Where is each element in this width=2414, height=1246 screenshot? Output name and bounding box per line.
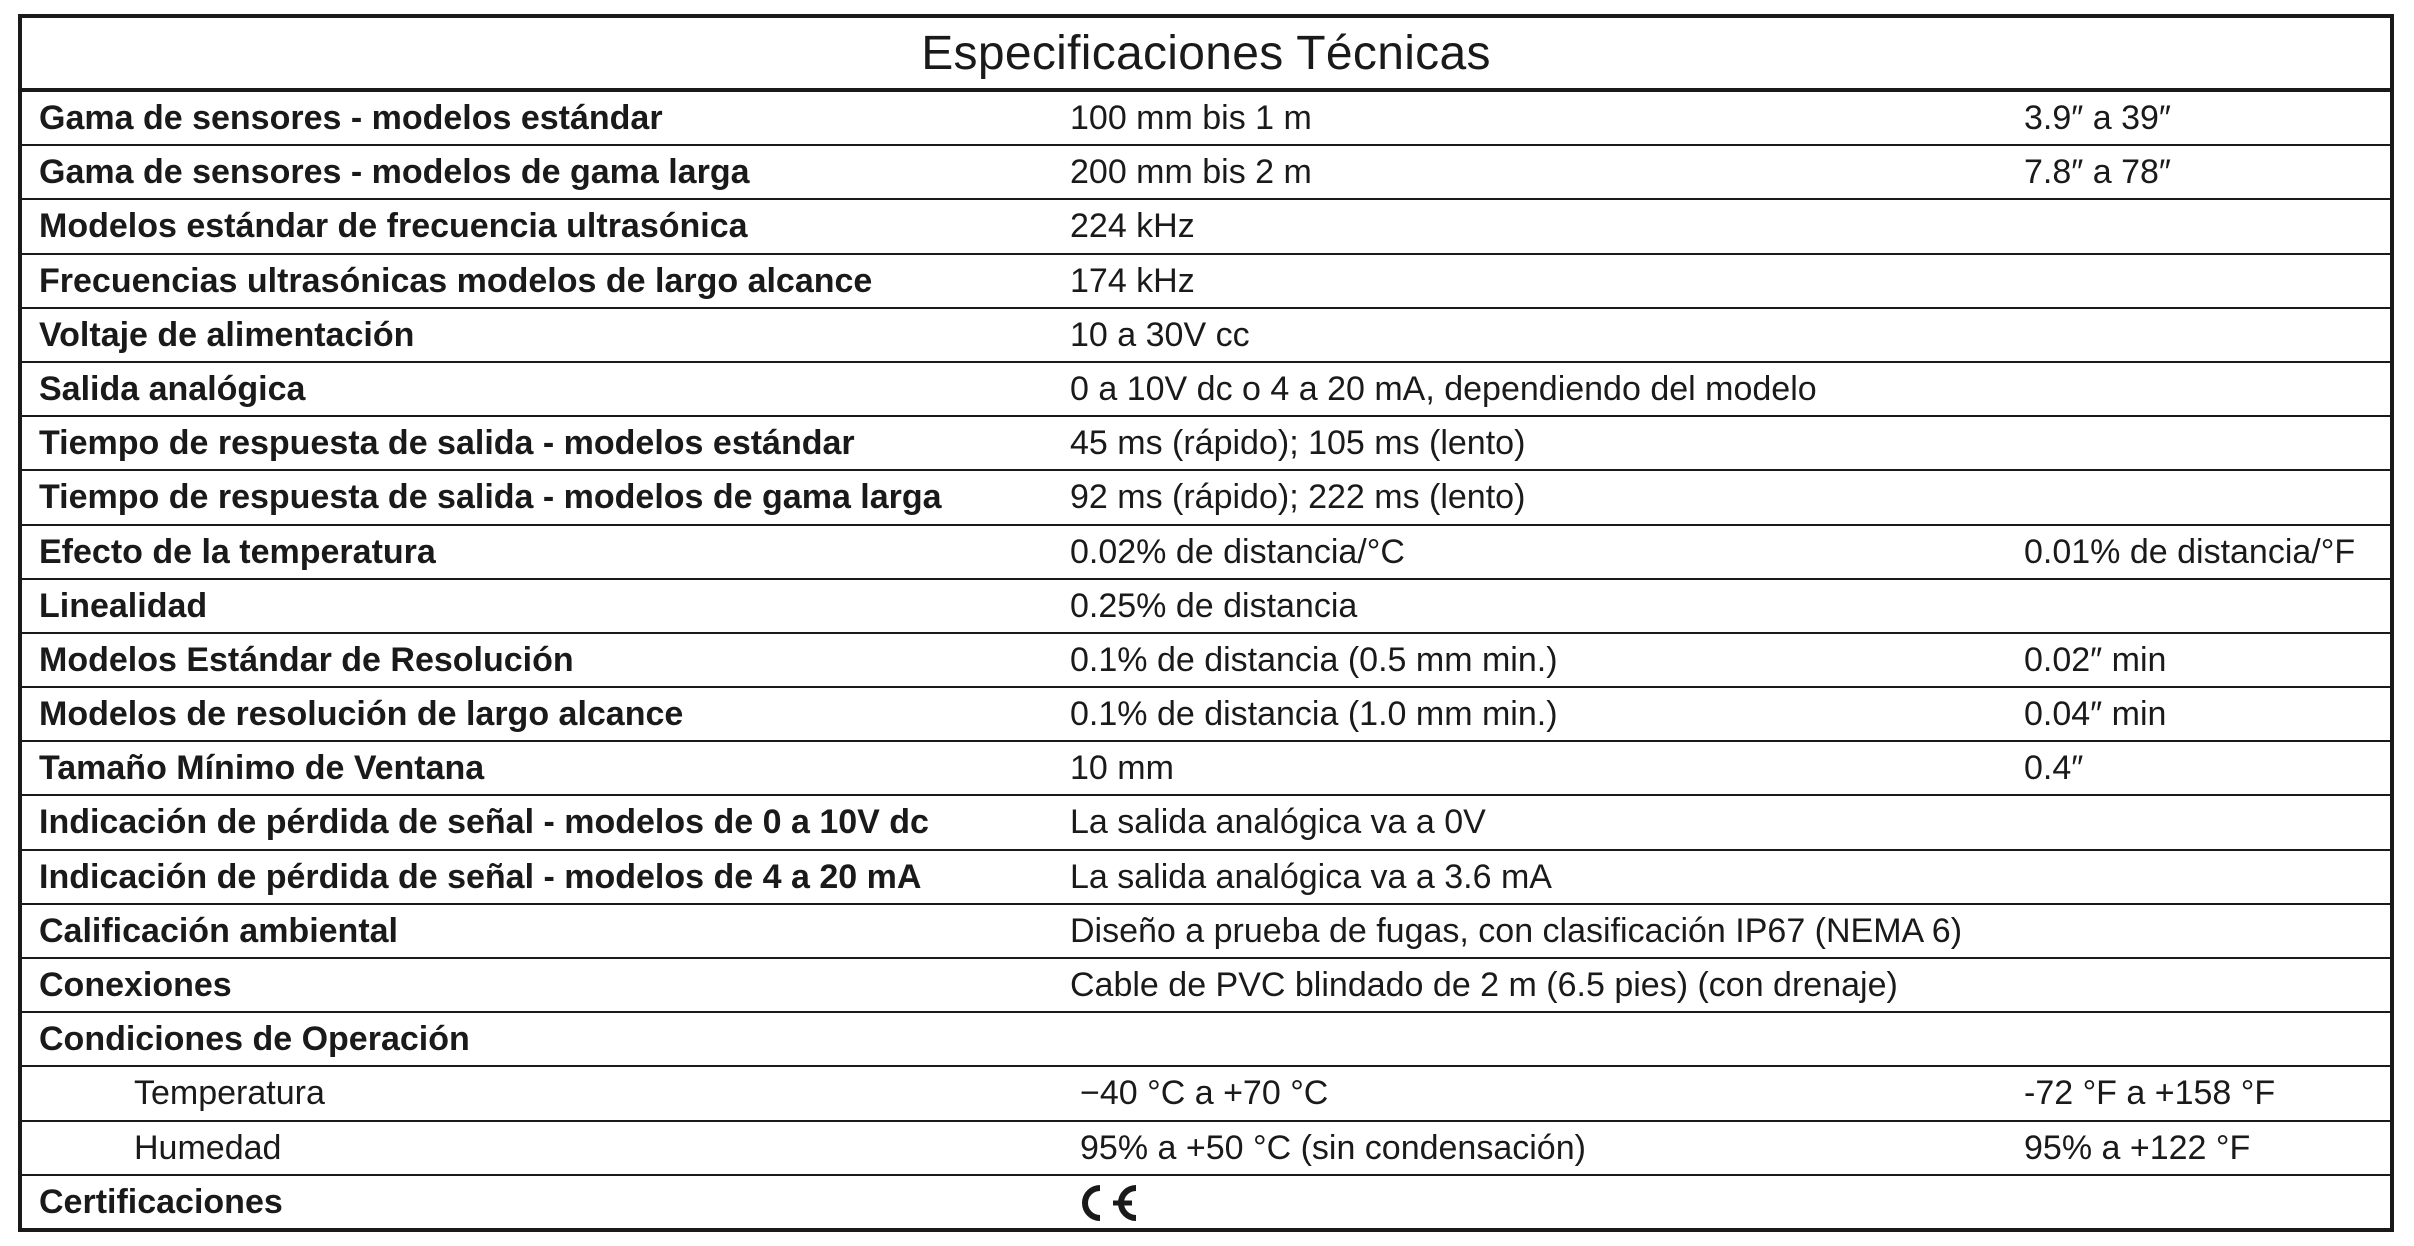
row-imperial: 3.9″ a 39″	[2024, 99, 2171, 137]
row-label: Gama de sensores - modelos estándar	[39, 99, 663, 137]
table-row	[22, 851, 2390, 905]
row-value: 95% a +50 °C (sin condensación)	[1080, 1128, 1586, 1167]
table-row	[22, 526, 2390, 580]
row-label: Tamaño Mínimo de Ventana	[39, 749, 485, 788]
table-row	[22, 959, 2390, 1013]
row-imperial: 0.4″	[2024, 749, 2084, 788]
table-row	[22, 363, 2390, 417]
row-value: 0.25% de distancia	[1070, 586, 1358, 625]
table-row	[22, 146, 2390, 200]
spec-table	[18, 14, 2394, 1232]
row-value: Diseño a prueba de fugas, con clasificación IP67 (NEMA 6)	[1070, 911, 1963, 950]
row-label: Frecuencias ultrasónicas modelos de largo alcance	[39, 261, 873, 300]
row-label: Efecto de la temperatura	[39, 532, 436, 571]
row-label: Temperatura	[134, 1074, 325, 1113]
table-row	[22, 92, 2390, 146]
row-imperial: 0.04″ min	[2024, 695, 2167, 734]
row-label: Tiempo de respuesta de salida - modelos estándar	[39, 424, 855, 463]
row-value: −40 °C a +70 °C	[1080, 1074, 1329, 1113]
row-imperial: 0.02″ min	[2024, 640, 2167, 679]
table-row	[22, 634, 2390, 688]
table-row	[22, 905, 2390, 959]
row-value: La salida analógica va a 0V	[1070, 803, 1486, 842]
row-label: Gama de sensores - modelos de gama larga	[39, 153, 750, 192]
row-label: Modelos Estándar de Resolución	[39, 640, 574, 679]
row-label: Modelos estándar de frecuencia ultrasónica	[39, 207, 748, 246]
table-row	[22, 417, 2390, 471]
table-title: Especificaciones Técnicas	[22, 18, 2390, 92]
row-value: 0 a 10V dc o 4 a 20 mA, dependiendo del modelo	[1070, 369, 1817, 408]
row-label: Voltaje de alimentación	[39, 315, 415, 354]
row-label: Conexiones	[39, 966, 232, 1004]
row-value: 92 ms (rápido); 222 ms (lento)	[1070, 478, 1526, 517]
table-row	[22, 309, 2390, 363]
row-label: Humedad	[134, 1128, 282, 1167]
row-imperial: 0.01% de distancia/°F	[2024, 532, 2356, 571]
row-value: La salida analógica va a 3.6 mA	[1070, 857, 1552, 896]
row-value: 10 mm	[1070, 749, 1174, 788]
row-label: Modelos de resolución de largo alcance	[39, 695, 684, 734]
row-label: Tiempo de respuesta de salida - modelos de gama larga	[39, 478, 942, 517]
row-value: 0.1% de distancia (1.0 mm min.)	[1070, 695, 1558, 734]
row-imperial: 7.8″ a 78″	[2024, 153, 2171, 192]
row-label: Condiciones de Operación	[39, 1020, 470, 1059]
row-value: 174 kHz	[1070, 261, 1195, 300]
table-row	[22, 1013, 2390, 1067]
table-row	[22, 1176, 2390, 1230]
row-value: 100 mm bis 1 m	[1070, 99, 1312, 137]
table-row	[22, 742, 2390, 796]
row-label: Salida analógica	[39, 369, 306, 408]
row-value: 10 a 30V cc	[1070, 315, 1250, 354]
row-imperial: 95% a +122 °F	[2024, 1128, 2251, 1167]
row-label: Linealidad	[39, 586, 208, 625]
table-row-sub	[22, 1067, 2390, 1121]
row-label: Certificaciones	[39, 1182, 283, 1221]
row-value: 224 kHz	[1070, 207, 1195, 246]
row-label: Indicación de pérdida de señal - modelos de 4 a 20 mA	[39, 857, 922, 896]
row-label: Calificación ambiental	[39, 911, 398, 950]
row-value: 45 ms (rápido); 105 ms (lento)	[1070, 424, 1526, 463]
row-value: 200 mm bis 2 m	[1070, 153, 1312, 192]
row-imperial: -72 °F a +158 °F	[2024, 1074, 2276, 1113]
table-row	[22, 471, 2390, 525]
table-row	[22, 255, 2390, 309]
row-value: 0.02% de distancia/°C	[1070, 532, 1405, 571]
row-value: 0.1% de distancia (0.5 mm min.)	[1070, 640, 1558, 679]
row-value: Cable de PVC blindado de 2 m (6.5 pies) (con drenaje)	[1070, 966, 1898, 1004]
table-row	[22, 200, 2390, 254]
table-row	[22, 796, 2390, 850]
table-row-sub	[22, 1122, 2390, 1176]
ce-mark-icon	[1070, 1182, 1140, 1224]
table-row	[22, 580, 2390, 634]
table-row	[22, 688, 2390, 742]
row-label: Indicación de pérdida de señal - modelos de 0 a 10V dc	[39, 803, 929, 842]
